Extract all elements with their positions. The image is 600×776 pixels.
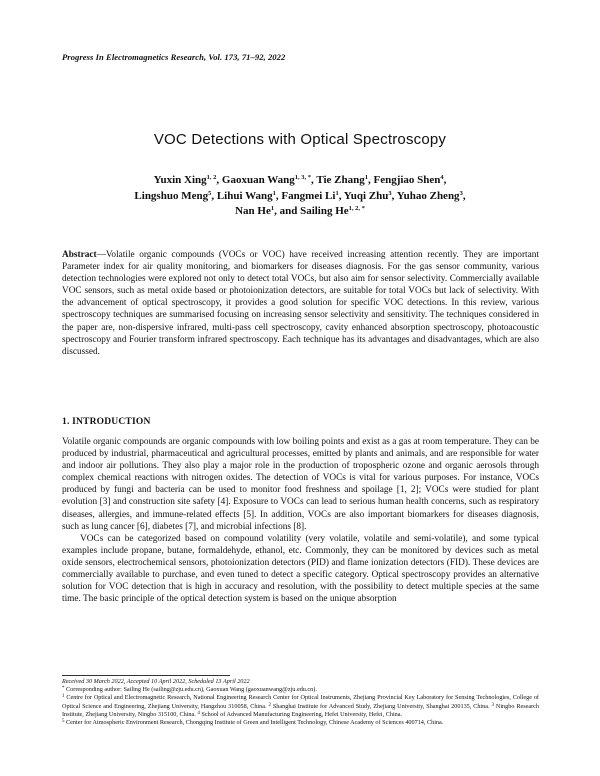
affiliation: Shanghai Institute for Advanced Study, Zhejiang University, Shanghai 200135, China. (272, 702, 490, 710)
affiliation: School of Advanced Manufacturing Engineering, Hefei University, Hefei, China. (201, 710, 403, 718)
abstract-label: Abstract (62, 250, 97, 260)
author-separator: , (338, 189, 344, 202)
author-separator: , and (274, 205, 301, 217)
author (154, 174, 222, 186)
author-separator: , (211, 189, 217, 202)
author-separator: , (275, 189, 282, 202)
footnote-rule (62, 675, 230, 676)
author-affiliation-mark: 1 (272, 189, 276, 197)
paper-title: VOC Detections with Optical Spectroscopy (153, 131, 447, 148)
introduction-body (62, 436, 539, 605)
author-name: Nan He (235, 205, 271, 217)
journal-header: Progress In Electromagnetics Research, Vol. 173, 71–92, 2022 (62, 52, 286, 62)
received-dates: Received 30 March 2022, Accepted 10 April 2022, Scheduled 13 April 2022 (62, 678, 250, 685)
author-name: Gaoxuan Wang (221, 174, 295, 186)
author-name: Lingshuo Meng (134, 189, 209, 202)
author-affiliation-mark: 1, 2 (206, 174, 217, 181)
author-affiliation-mark: 5 (208, 189, 212, 197)
footnote-mark: 3 (491, 702, 494, 708)
abstract (62, 249, 539, 358)
author-name: Tie Zhang (316, 174, 365, 186)
paragraph: VOCs can be categorized based on compound volatility (very volatile, volatile and semi-volatile), and some typical examples include propane, butane, formaldehyde, ethanol, etc. Commonly, they can be monitored by devices such as metal oxide sensors, electrochemical sensors, photoionization detectors (PID) and flame ionization detectors (FID). These devices are commercially available to purchase, and even tuned to detect a specific category. Optical spectroscopy provides an alternative solution for VOC detection that is high in accuracy and resolution, with the possibility to detect multiple species at the same time. The basic principle of the optical detection system is based on the unique absorption (62, 533, 539, 605)
affiliations-note (62, 694, 539, 719)
author-separator: , (462, 189, 466, 202)
affiliation-note (62, 719, 539, 727)
footnotes (62, 678, 539, 727)
author-affiliation-mark: 1 (335, 189, 339, 197)
author (373, 174, 446, 186)
author-affiliation-mark: 1, 3, * (294, 174, 312, 181)
author-separator: , (216, 174, 222, 186)
author-separator: , (443, 174, 447, 186)
author-name: Yuqi Zhu (343, 189, 389, 202)
author-list (80, 173, 520, 220)
author (300, 205, 365, 217)
author (222, 174, 316, 186)
corresponding-author-note: * Corresponding author: Sailing He (sailing@zju.edu.cn), Gaoxuan Wang (gaoxuanwang@zju.edu.cn). (62, 686, 317, 694)
footnote-mark: 1 (62, 694, 65, 700)
author-name: Fengjiao Shen (373, 174, 441, 186)
author-separator: , (311, 174, 317, 186)
author-name: Sailing He (300, 205, 349, 217)
author-separator: , (367, 174, 374, 186)
affiliation: Ningbo Research Institute, Zhejiang University, Ningbo 315100, China. (62, 702, 539, 718)
footnote-mark: 2 (268, 702, 271, 708)
footnote-mark: * (62, 686, 65, 692)
affiliation: Center for Atmospheric Environment Research, Chongqing Institute of Green and Intelligent Technology, Chinese Academy of Sciences 400714, China. (66, 719, 444, 727)
author-affiliation-mark: 3 (388, 189, 392, 197)
author-affiliation-mark: 3 (459, 189, 463, 197)
author (217, 190, 282, 202)
author-affiliation-mark: 1 (270, 205, 275, 212)
author (316, 174, 373, 186)
footnote-mark: 4 (197, 710, 200, 716)
abstract-text: —Volatile organic compounds (VOCs or VOC) have received increasing attention recently. They are important Parameter index for air quality monitoring, and biomarkers for diseases diagnosis. For the gas sensor community, various detection technologies were explored not only to detect total VOCs, but also aim for sensor selectivity. Commercially available VOC sensors, such as metal oxide based or photoionization detectors, are suitable for total VOCs but lack of selectivity. With the advancement of optical spectroscopy, it provides a good solution for specific VOC detections. In this review, various spectroscopy techniques are summarised focusing on increasing sensor selectivity and sensitivity. The techniques considered in the paper are, non-dispersive infrared, multi-pass cell spectroscopy, cavity enhanced absorption spectroscopy, photoacoustic spectroscopy and Fourier transform infrared spectroscopy. Each technique has its advantages and disadvantages, which are also discussed. (62, 250, 539, 357)
author-name: Yuhao Zheng (396, 189, 460, 202)
author (134, 190, 216, 202)
author (344, 190, 397, 202)
author-name: Yuxin Xing (153, 174, 207, 186)
author-affiliation-mark: 1 (364, 174, 368, 181)
author (397, 190, 466, 202)
author (281, 190, 343, 202)
paragraph: Volatile organic compounds are organic compounds with low boiling points and exist as a gas at room temperature. They can be produced by industrial, pharmaceutical and agricultural processes, emitted by plants and animals, and are responsible for water and indoor air pollutions. They also play a major role in the production of tropospheric ozone and organic aerosols through complex chemical reactions with nitrogen oxides. The detection of VOCs is vital for various purposes. For instance, VOCs produced by fungi and bacteria can be used to monitor food freshness and spoilage [1, 2]; VOCs were studied for plant evolution [3] and construction site safety [4]. Exposure to VOCs can lead to serious human health concerns, such as respiratory diseases, allergies, and immune-related effects [5]. In addition, VOCs are also important biomarkers for diseases diagnosis, such as lung cancer [6], diabetes [7], and microbial infections [8]. (62, 437, 539, 532)
author-name: Lihui Wang (216, 189, 273, 202)
author-name: Fangmei Li (281, 189, 336, 202)
section-heading: 1. INTRODUCTION (62, 417, 151, 427)
author (235, 205, 300, 217)
author-affiliation-mark: 1, 2, * (348, 205, 365, 212)
affiliation: Centre for Optical and Electromagnetic Research, National Engineering Research Center for Optical Instruments, Zhejiang Provincial Key Laboratory for Sensing Technologies, College of Optical Science and Engineering, Zhejiang University, Hangzhou 310058, China. (62, 694, 539, 710)
author-separator: , (391, 189, 397, 202)
footnote-mark: 5 (62, 719, 65, 725)
author-affiliation-mark: 4 (440, 174, 444, 181)
